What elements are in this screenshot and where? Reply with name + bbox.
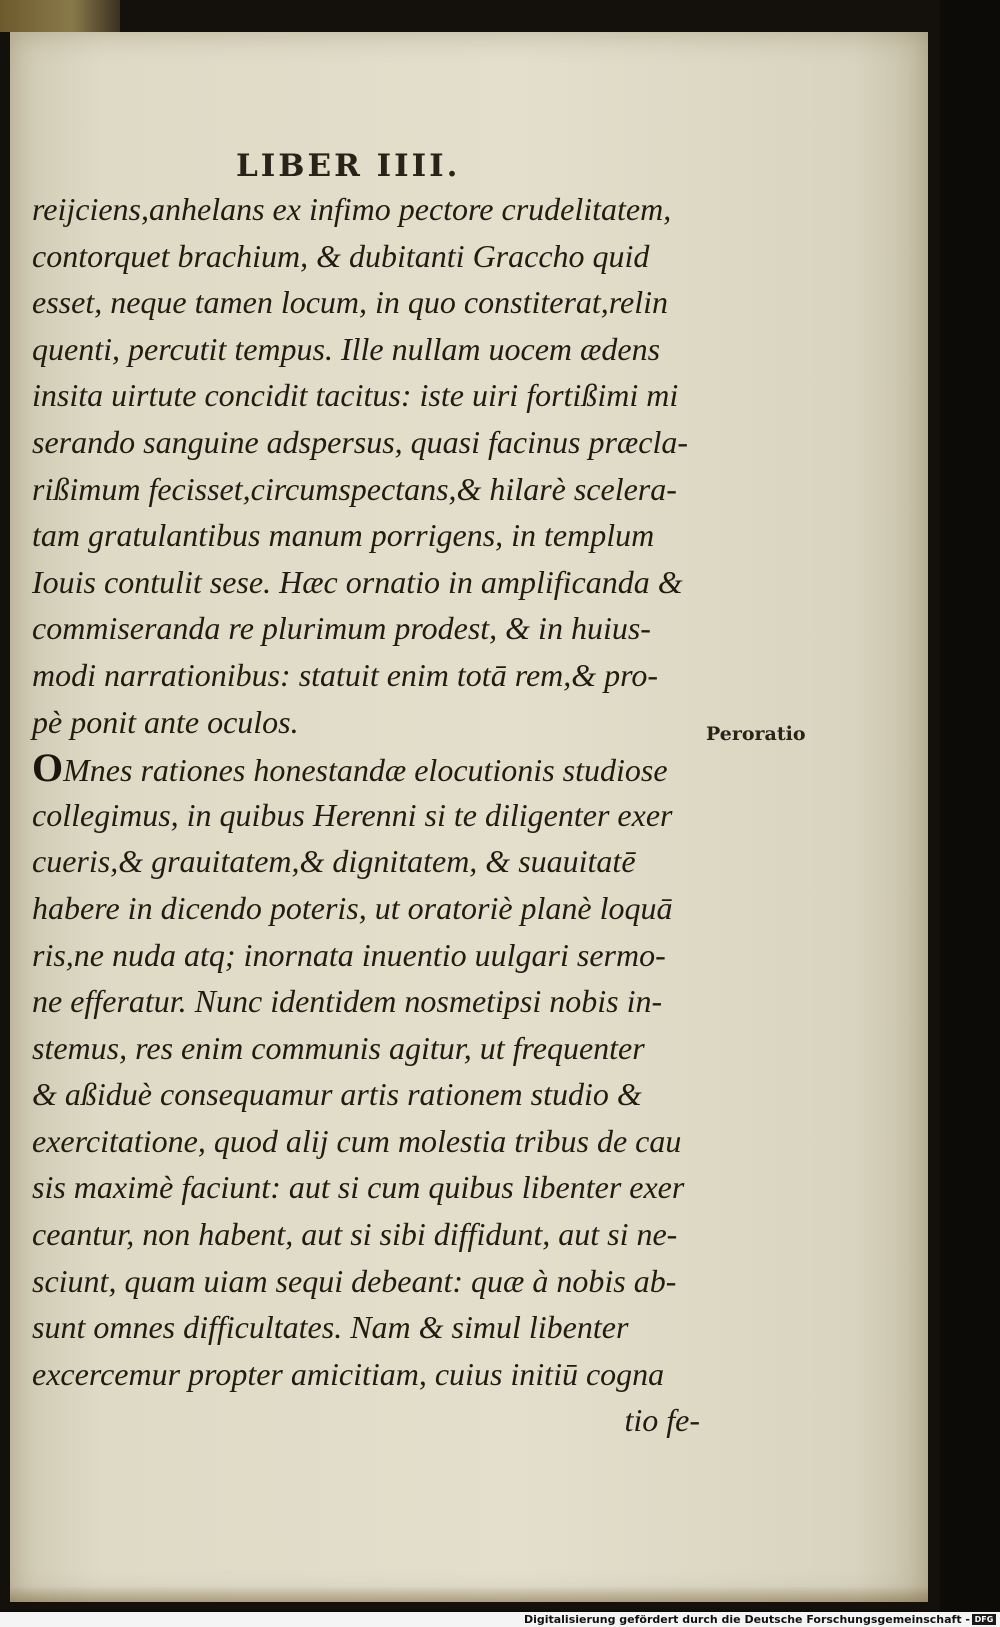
text-line: reijciens,anhelans ex infimo pectore crudelitatem, [32, 191, 672, 227]
text-line: sis maximè faciunt: aut si cum quibus libenter exer [32, 1169, 685, 1206]
text-line: serando sanguine adspersus, quasi facinus præcla- [32, 423, 688, 460]
text-line: & aßiduè consequamur artis rationem studio & [32, 1076, 642, 1113]
text-line: ris,ne nuda atq; inornata inuentio uulgari sermo- [32, 936, 666, 973]
text-line [32, 745, 712, 792]
text-line: quenti, percutit tempus. Ille nullam uocem ædens [32, 330, 661, 367]
page-shadow [10, 1586, 928, 1602]
text-line: pè ponit ante oculos. [32, 703, 299, 740]
digitization-footer [0, 1612, 1000, 1627]
catchword: tio fe- [624, 1402, 700, 1439]
text-line: tam gratulantibus manum porrigens, in templum [32, 517, 655, 554]
marginal-note: Peroratio [706, 723, 806, 745]
paragraph-lines [32, 792, 712, 1398]
dfg-logo-icon: DFG [972, 1614, 996, 1625]
text-line: esset, neque tamen locum, in quo constiterat,relin [32, 284, 669, 321]
text-line: Iouis contulit sese. Hæc ornatio in amplificanda & [32, 563, 683, 600]
text-line: ne efferatur. Nunc identidem nosmetipsi nobis in- [32, 983, 663, 1020]
first-line-text: Mnes rationes honestandæ elocutionis studiose [63, 752, 668, 789]
text-line: habere in dicendo poteris, ut oratoriè planè loquā [32, 889, 673, 926]
paragraph-peroratio [32, 745, 712, 1397]
text-line: modi narrationibus: statuit enim totā rem,& pro- [32, 656, 659, 693]
text-line: collegimus, in quibus Herenni si te diligenter exer [32, 796, 673, 833]
text-line: exercitatione, quod alij cum molestia tribus de cau [32, 1122, 682, 1159]
page-edge-strip [0, 0, 120, 32]
footer-credit: Digitalisierung gefördert durch die Deutsche Forschungsgemeinschaft - [523, 1613, 970, 1626]
paragraph-narratio [32, 186, 712, 745]
text-line: sciunt, quam uiam sequi debeant: quæ à nobis ab- [32, 1262, 677, 1299]
initial-letter: O [32, 745, 64, 791]
running-head: LIBER IIII. [236, 148, 461, 184]
text-line: cueris,& grauitatem,& dignitatem, & suauitatē [32, 843, 636, 880]
text-line: sunt omnes difficultates. Nam & simul libenter [32, 1309, 629, 1346]
body-text [32, 186, 712, 1444]
text-line: contorquet brachium, & dubitanti Graccho quid [32, 237, 650, 274]
text-line: excercemur propter amicitiam, cuius initiū cogna [32, 1355, 665, 1392]
text-line: commiseranda re plurimum prodest, & in huius- [32, 610, 651, 647]
text-line: ceantur, non habent, aut si sibi diffidunt, aut si ne- [32, 1216, 678, 1253]
text-line: rißimum fecisset,circumspectans,& hilarè scelera- [32, 470, 677, 507]
text-line: stemus, res enim communis agitur, ut frequenter [32, 1029, 645, 1066]
text-line: insita uirtute concidit tacitus: iste uiri fortißimi mi [32, 377, 679, 414]
